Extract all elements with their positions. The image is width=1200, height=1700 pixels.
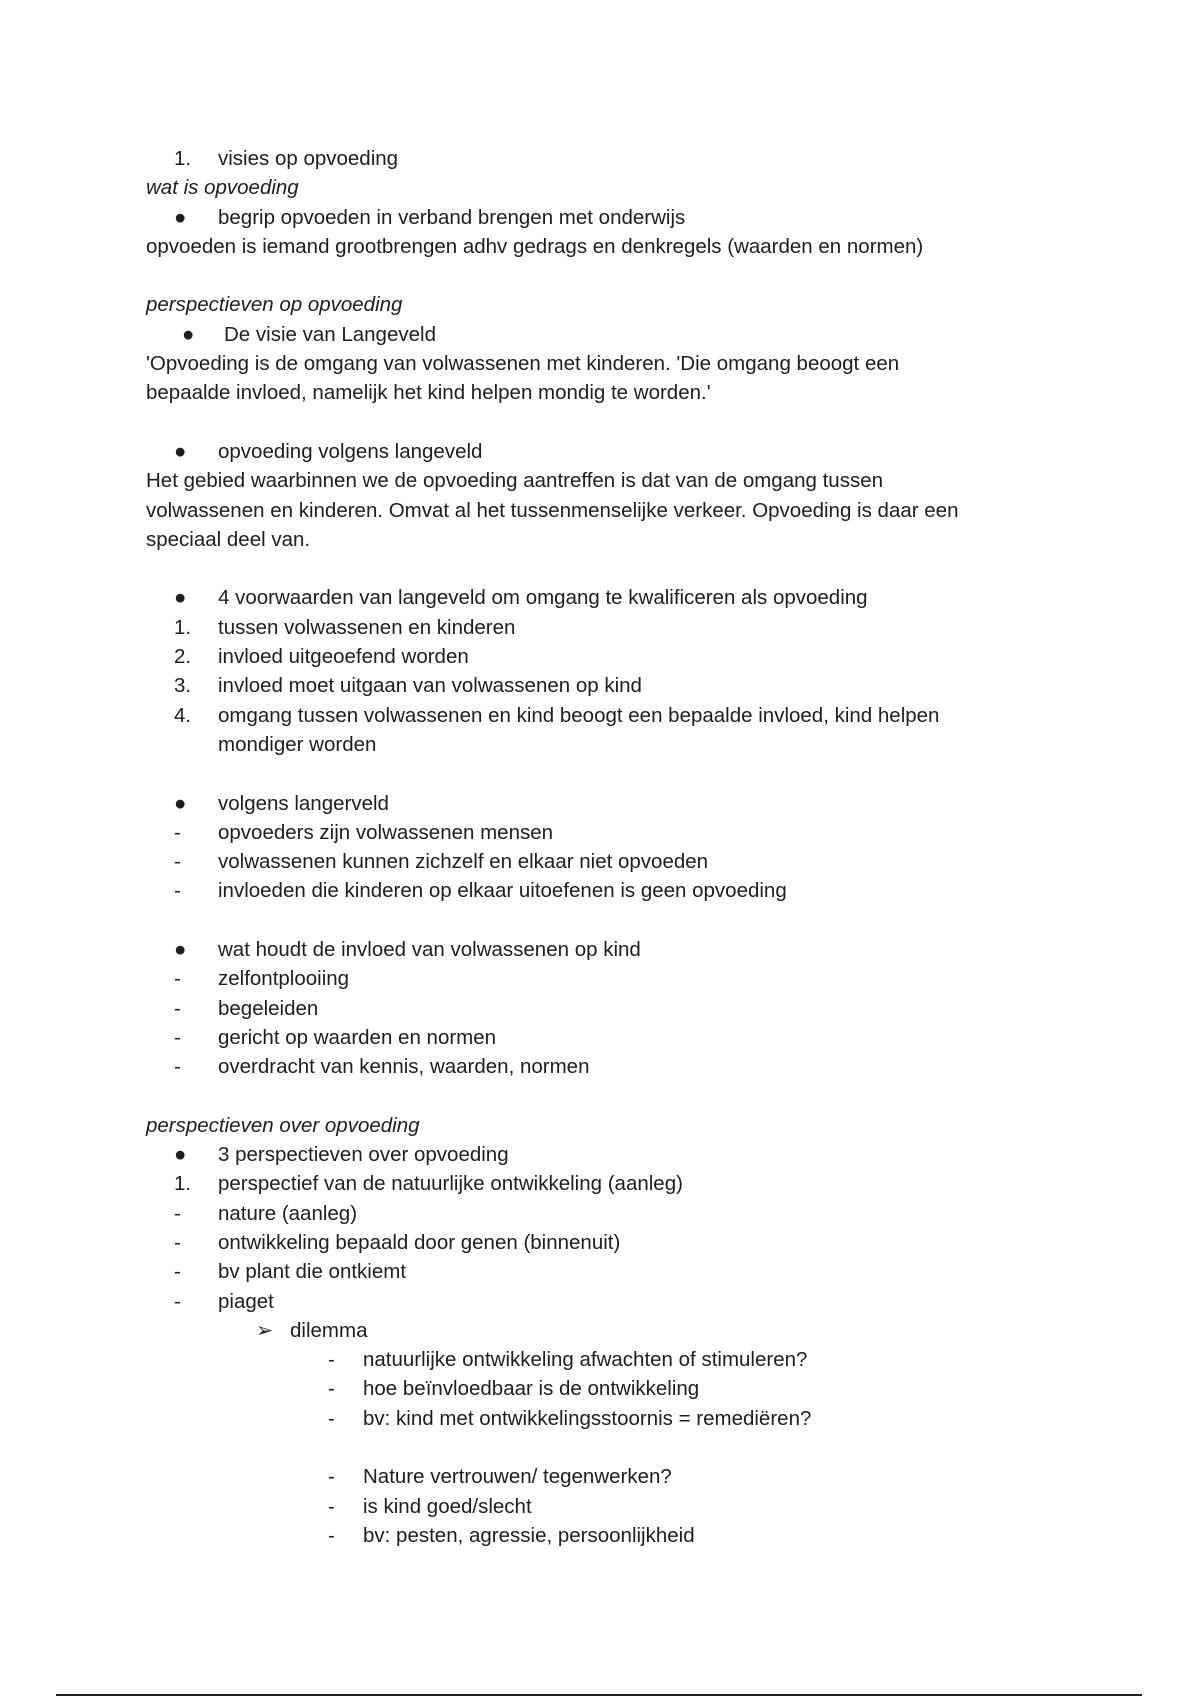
line-text: wat is opvoeding: [146, 176, 299, 200]
list-number: 1.: [174, 147, 192, 170]
bullet-item: [146, 583, 1046, 612]
line-text: zelfontplooiing: [218, 967, 350, 991]
line-text: begeleiden: [218, 996, 319, 1020]
dash-item: [146, 1287, 1046, 1316]
list-marker: -: [174, 820, 181, 844]
blank-line: [146, 906, 1046, 935]
paragraph-line: [146, 466, 1046, 495]
line-text: volwassenen kunnen zichzelf en elkaar niet opvoeden: [218, 850, 709, 874]
line-text: natuurlijke ontwikkeling afwachten of stimuleren?: [363, 1348, 808, 1372]
bullet-item: [146, 1140, 1046, 1169]
dash-item: [146, 1052, 1046, 1081]
dash-item: [146, 1228, 1046, 1257]
numbered-item: [146, 144, 1046, 173]
list-number: 3.: [174, 674, 192, 698]
line-text: invloeden die kinderen op elkaar uitoefenen is geen opvoeding: [218, 879, 787, 903]
list-marker: -: [174, 1201, 181, 1225]
list-marker: ●: [182, 322, 195, 346]
dash-item: [146, 1023, 1046, 1052]
list-number: 2.: [174, 645, 192, 669]
line-text: gericht op waarden en normen: [218, 1025, 497, 1049]
line-text: De visie van Langeveld: [224, 322, 436, 346]
list-marker: -: [174, 1055, 181, 1079]
blank-line: [146, 1082, 1046, 1111]
bullet-item: [146, 789, 1046, 818]
numbered-item: [146, 642, 1046, 671]
bullet-item: [146, 320, 1046, 349]
list-marker: ●: [174, 586, 187, 610]
dash-item: [146, 876, 1046, 905]
blank-line: [146, 1433, 1046, 1462]
bullet-item: [146, 203, 1046, 232]
list-marker: -: [328, 1377, 335, 1401]
list-number: 1.: [174, 1172, 192, 1196]
line-text: bv: pesten, agressie, persoonlijkheid: [363, 1523, 695, 1547]
blank-line: [146, 759, 1046, 788]
line-text: bv plant die ontkiemt: [218, 1260, 407, 1284]
line-text: perspectieven over opvoeding: [146, 1113, 420, 1137]
list-marker: ●: [174, 439, 187, 463]
list-number: 1.: [174, 615, 192, 639]
arrow-bullet-icon: ➢: [256, 1318, 274, 1342]
blank-line: [146, 261, 1046, 290]
line-text: dilemma: [290, 1318, 368, 1342]
line-text: 3 perspectieven over opvoeding: [218, 1143, 509, 1167]
numbered-item: [146, 701, 1046, 730]
paragraph-line: [146, 232, 1046, 261]
section-heading: [146, 173, 1046, 202]
line-text: bepaalde invloed, namelijk het kind helpen mondig te worden.': [146, 381, 711, 405]
list-marker: -: [328, 1494, 335, 1518]
blank-line: [146, 408, 1046, 437]
line-text: 'Opvoeding is de omgang van volwassenen met kinderen. 'Die omgang beoogt een: [146, 352, 900, 376]
line-text: 4 voorwaarden van langeveld om omgang te kwalificeren als opvoeding: [218, 586, 868, 610]
line-text: ontwikkeling bepaald door genen (binnenuit): [218, 1230, 621, 1254]
list-marker: ●: [174, 1143, 187, 1167]
numbered-item: [146, 613, 1046, 642]
list-number: 4.: [174, 703, 192, 727]
line-text: tussen volwassenen en kinderen: [218, 615, 516, 639]
page-bottom-rule: [56, 1694, 1142, 1696]
sub-dash-item: [146, 1404, 1046, 1433]
line-text: visies op opvoeding: [218, 147, 399, 170]
section-heading: [146, 1111, 1046, 1140]
line-text: Nature vertrouwen/ tegenwerken?: [363, 1465, 672, 1489]
bullet-item: [146, 935, 1046, 964]
list-marker: -: [174, 967, 181, 991]
sub-dash-item: [146, 1462, 1046, 1491]
line-text: Het gebied waarbinnen we de opvoeding aantreffen is dat van de omgang tussen: [146, 469, 884, 493]
line-text: opvoeden is iemand grootbrengen adhv gedrags en denkregels (waarden en normen): [146, 234, 924, 258]
numbered-item: [146, 1169, 1046, 1198]
dash-item: [146, 994, 1046, 1023]
line-text: perspectieven op opvoeding: [146, 293, 403, 317]
section-heading: [146, 290, 1046, 319]
arrow-item: [146, 1316, 1046, 1345]
line-text: opvoeding volgens langeveld: [218, 439, 483, 463]
list-marker: -: [328, 1348, 335, 1372]
sub-dash-item: [146, 1521, 1046, 1550]
numbered-item: [146, 671, 1046, 700]
list-marker: -: [174, 1260, 181, 1284]
paragraph-line: [146, 349, 1046, 378]
sub-dash-item: [146, 1345, 1046, 1374]
line-text: volgens langerveld: [218, 791, 389, 815]
sub-dash-item: [146, 1374, 1046, 1403]
list-marker: -: [174, 850, 181, 874]
dash-item: [146, 818, 1046, 847]
line-text: begrip opvoeden in verband brengen met onderwijs: [218, 205, 686, 229]
list-marker: ●: [174, 938, 187, 962]
line-text: overdracht van kennis, waarden, normen: [218, 1055, 590, 1079]
dash-item: [146, 847, 1046, 876]
sub-dash-item: [146, 1492, 1046, 1521]
document-page: [146, 144, 1046, 1550]
list-marker: -: [328, 1465, 335, 1489]
list-marker: -: [174, 996, 181, 1020]
list-marker: -: [174, 879, 181, 903]
list-item-continuation: [146, 730, 1046, 759]
line-text: invloed uitgeoefend worden: [218, 645, 469, 669]
line-text: invloed moet uitgaan van volwassenen op kind: [218, 674, 642, 698]
dash-item: [146, 1199, 1046, 1228]
bullet-item: [146, 437, 1046, 466]
dash-item: [146, 964, 1046, 993]
line-text: wat houdt de invloed van volwassenen op kind: [218, 938, 641, 962]
paragraph-line: [146, 496, 1046, 525]
line-text: volwassenen en kinderen. Omvat al het tussenmenselijke verkeer. Opvoeding is daar een: [146, 498, 959, 522]
line-text: nature (aanleg): [218, 1201, 358, 1225]
paragraph-line: [146, 525, 1046, 554]
list-marker: -: [328, 1523, 335, 1547]
list-marker: -: [328, 1406, 335, 1430]
line-text: perspectief van de natuurlijke ontwikkeling (aanleg): [218, 1172, 683, 1196]
line-text: bv: kind met ontwikkelingsstoornis = remediëren?: [363, 1406, 812, 1430]
line-text: speciaal deel van.: [146, 527, 311, 551]
list-marker: -: [174, 1289, 181, 1313]
line-text: opvoeders zijn volwassenen mensen: [218, 820, 554, 844]
list-marker: ●: [174, 205, 187, 229]
line-text: piaget: [218, 1289, 274, 1313]
line-text: omgang tussen volwassenen en kind beoogt een bepaalde invloed, kind helpen: [218, 703, 940, 727]
line-text: mondiger worden: [218, 732, 377, 756]
paragraph-line: [146, 378, 1046, 407]
dash-item: [146, 1257, 1046, 1286]
list-marker: ●: [174, 791, 187, 815]
list-marker: -: [174, 1230, 181, 1254]
line-text: hoe beïnvloedbaar is de ontwikkeling: [363, 1377, 700, 1401]
blank-line: [146, 554, 1046, 583]
list-marker: -: [174, 1025, 181, 1049]
line-text: is kind goed/slecht: [363, 1494, 532, 1518]
